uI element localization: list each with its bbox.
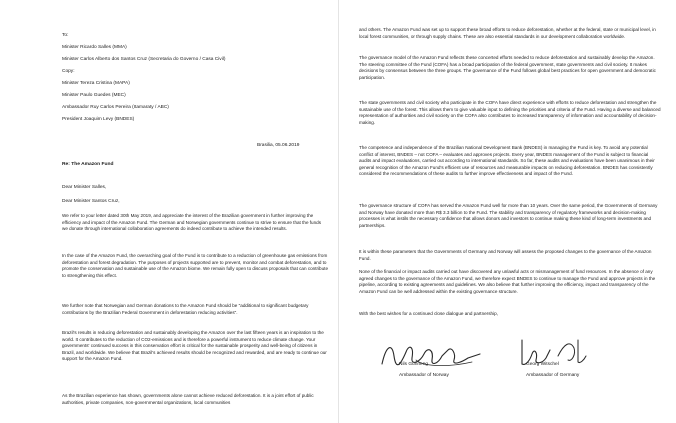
signatory-name: Nils Gunneng [399, 362, 429, 367]
copy-line: Minister Tereza Cristina (MAPA) [62, 81, 130, 86]
body-paragraph: Brazil's results in reducing deforestation and sustainably developing the Amazon over the last fifteen years is an inspiration to the world. It contributes to the reduction of CO2-emissions and is therefore a powerful instrument to reduce climate change. Your governments' continued success in this conservation effort is critical for the sustainable prosperity and well-being of citizens in Brazil, and worldwide. We believe that Brazil's achieved results should be recognized and rewarded, and are ready to continue our support for the Amazon Fund. [62, 330, 327, 362]
body-paragraph: It is within these parameters that the Governments of Germany and Norway will assess the proposed changes to the governance of the Amazon Fund. [359, 249, 652, 261]
copy-header: Copy: [62, 69, 75, 74]
signatory-title: Ambassador of Norway [399, 373, 449, 378]
copy-line: President Joaquim Levy (BNDES) [62, 117, 135, 122]
recipient-line: Minister Ricardo Salles (MMA) [62, 45, 127, 50]
body-paragraph: The governance structure of COFA has served the Amazon Fund well for more than 10 years. Over the same period, the Governments of Germany and Norway have donated more than R$ 3.3 billion to the Fund. The stability and transparency of regulatory frameworks and decision-making processes is what instils the necessary confidence that allows donors and investors to continue making these kind of long-term investments and partnerships. [359, 203, 658, 228]
salutation: Dear Minister Salles, [62, 185, 107, 190]
body-paragraph: and others. The Amazon Fund was set up to support these broad efforts to reduce deforestation, whether at the federal, state or municipal level, in local forest communities, or through supply chains. These are also essential standards in our development collaboration worldwide. [359, 27, 656, 39]
recipient-line: Minister Carlos Alberto dos Santos Cruz (Secretaria do Governo / Casa Civil) [62, 57, 226, 62]
body-paragraph: We refer to your letter dated 30th May 2019, and appreciate the interest of the Brazilian government in further improving the efficiency and impact of the Amazon Fund. The German and Norwegian governments continue to strive to ensure that the funds we donate through international collaboration agreements do indeed contribute to achieve the intended results. [62, 213, 322, 232]
body-paragraph: The state governments and civil society who participate in the COFA have direct experience with efforts to reduce deforestation and strengthen the sustainable use of the forest. This allows them to give valuable input to defining the priorities and criteria of the Fund. Having a diverse and balanced representation of authorities and civil society on the COFA also contributes to increased transparency of information and accountability of decision-making. [359, 100, 661, 125]
copy-line: Ambassador Ruy Carlos Pereira (Itamaraty / ABC) [62, 105, 169, 110]
page-divider [338, 0, 339, 423]
body-paragraph: We further note that Norwegian and German donations to the Amazon Fund should be "additional to significant budgetary contributions by the Brazilian Federal Government in deforestation reducing activities". [62, 303, 309, 315]
closing-line: With the best wishes for a continued close dialogue and partnership, [359, 311, 498, 316]
body-paragraph: The governance model of the Amazon Fund reflects these concerted efforts needed to reduce deforestation and sustainably develop the Amazon. The steering committee of the Fund (COFA) has a broad participation of the federal government, state governments and civil society. It makes decisions by consensus between the three groups. The governance of the Fund follows global best practices for open government and democratic participation. [359, 55, 656, 80]
signature-norway-image [376, 336, 486, 372]
body-paragraph: As the Brazilian experience has shown, governments alone cannot achieve reduced deforestation. It is a joint effort of public authorities, private companies, non-governmental organizations, local communities [62, 393, 314, 405]
letter-date: Brasilia, 05.06.2019 [257, 143, 300, 148]
recipients-header: To: [62, 33, 69, 38]
body-paragraph: In the case of the Amazon Fund, the overarching goal of the Fund is to contribute to a reduction of greenhouse gas emissions from deforestation and forest degradation. The purposes of projects supported are to prevent, monitor and combat deforestation, and to promote the conservation and sustainable use of the Amazon biome. We remain fully open to discuss proposals that can contribute to strengthening this effect. [62, 253, 328, 278]
signatory-name: Georg Witschel [526, 362, 559, 367]
letter-subject: Re: The Amazon Fund [62, 162, 114, 167]
body-paragraph: None of the financial or impact audits carried out have discovered any unlawful acts or mismanagement of fund resources. In the absence of any agreed changes to the governance of the Amazon Fund, we therefore expect BNDES to continue to manage the Fund and approve projects in the pipeline, according to existing agreements and guidelines. We also believe that further improving the efficiency, impact and transparency of the Amazon Fund can be well addressed within the existing governance structure. [359, 269, 656, 294]
salutation: Dear Minister Santos Cruz, [62, 199, 120, 204]
signatory-title: Ambassador of Germany [526, 373, 580, 378]
body-paragraph: The competence and independence of the Brazilian National Development Bank (BNDES) in managing the Fund is key. To avoid any potential conflict of interest, BNDES – not COFA – evaluates and approves projects. Every year, BNDES management of the Fund is subject to financial audits and impact evaluations, carried out according to international standards. So far, these audits and evaluations have been unanimous in their general recognition of the Amazon Fund's efficient use of resources and measurable impacts on reducing deforestation. BNDES has consistently considered the recommendations of these audits to further improve effectiveness and impact of the Fund. [359, 145, 655, 177]
copy-line: Minister Paulo Guedes (MEC) [62, 93, 126, 98]
